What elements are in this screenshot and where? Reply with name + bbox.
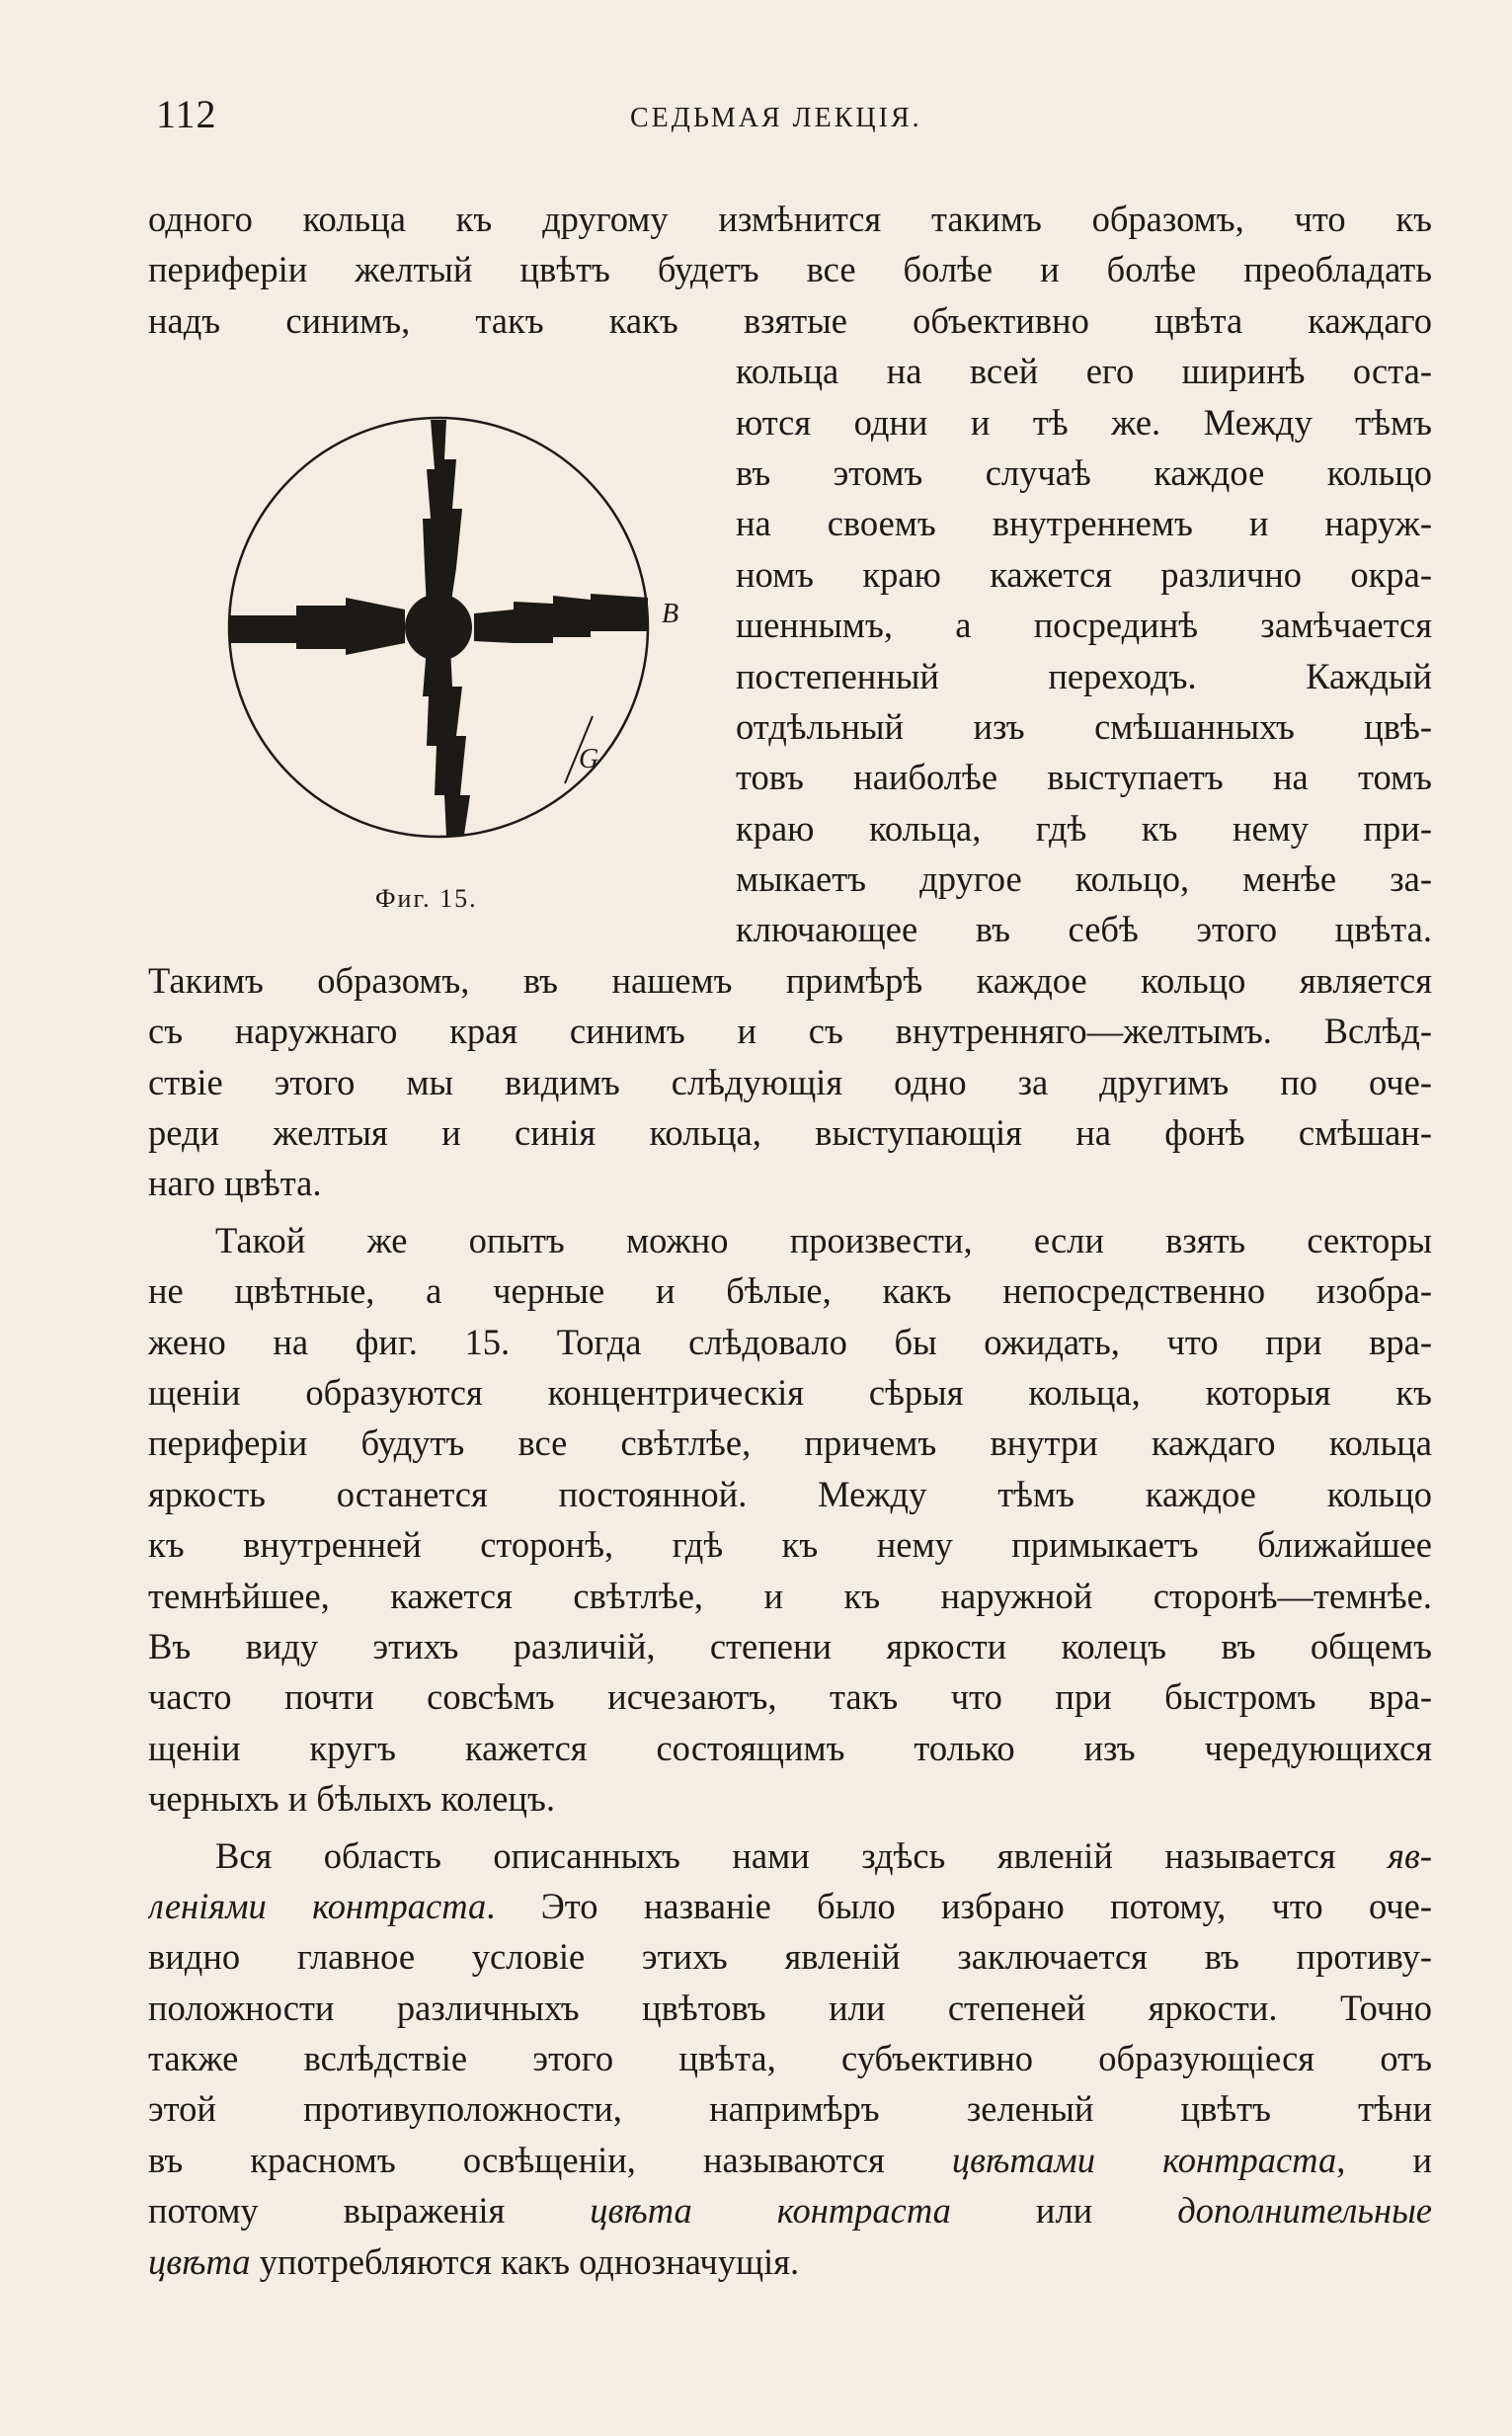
text-line [148, 2185, 1432, 2235]
italic-term: цвѣта [148, 2240, 251, 2282]
text-segment: , и [1336, 2139, 1432, 2180]
text-line: наго цвѣта. [148, 1163, 322, 1204]
text-line: яркость останется постоянной. Между тѣмъ каждое кольцо [148, 1473, 1432, 1514]
running-head [156, 91, 1430, 150]
text-line: этой противуположности, напримѣръ зеленый цвѣтъ тѣни [148, 2088, 1432, 2130]
italic-term: яв- [1388, 1834, 1432, 1876]
text-line: краю кольца, гдѣ къ нему при- [736, 807, 1432, 849]
running-title: СЕДЬМАЯ ЛЕКЦІЯ. [630, 103, 922, 133]
text-segment: или [950, 2190, 1178, 2232]
body-text [148, 194, 1432, 2287]
figure-caption: Фиг. 15. [375, 884, 478, 913]
text-line: шеннымъ, а посрединѣ замѣчается [736, 605, 1432, 646]
text-line: одного кольца къ другому измѣнится такимъ образомъ, что къ [148, 199, 1432, 239]
text-line: ются одни и тѣ же. Между тѣмъ [736, 401, 1432, 443]
text-line [148, 1881, 1432, 1931]
text-line: видно главное условіе этихъ явленій заключается въ противу- [148, 1936, 1432, 1978]
text-line: черныхъ и бѣлыхъ колецъ. [148, 1778, 555, 1820]
text-line: Такимъ образомъ, въ нашемъ примѣрѣ каждое кольцо является [148, 959, 1432, 1001]
text-line: къ внутренней сторонѣ, гдѣ къ нему примыкаетъ ближайшее [148, 1524, 1432, 1566]
text-segment: потому выраженія [148, 2190, 591, 2232]
text-line: въ этомъ случаѣ каждое кольцо [736, 451, 1432, 493]
text-line: кольца на всей его ширинѣ оста- [736, 351, 1432, 392]
text-line: не цвѣтные, а черные и бѣлые, какъ непосредственно изобра- [148, 1270, 1432, 1312]
page-number: 112 [156, 92, 217, 136]
text-line: щеніи кругъ кажется состоящимъ только изъ чередующихся [148, 1727, 1432, 1768]
label-b: B [662, 599, 679, 629]
text-line: периферіи будутъ все свѣтлѣе, причемъ внутри каждаго кольца [148, 1422, 1432, 1464]
text-line: жено на фиг. 15. Тогда слѣдовало бы ожидать, что при вра- [148, 1321, 1432, 1362]
text-line [148, 1830, 1432, 1881]
text-line: часто почти совсѣмъ исчезаютъ, такъ что при быстромъ вра- [148, 1676, 1432, 1718]
text-line: надъ синимъ, такъ какъ взятые объективно цвѣта каждаго [148, 299, 1432, 341]
text-line: Въ виду этихъ различій, степени яркости колецъ въ общемъ [148, 1625, 1432, 1666]
text-line: Такой же опытъ можно произвести, если взять секторы [215, 1219, 1432, 1260]
text-line: товъ наиболѣе выступаетъ на томъ [736, 757, 1432, 798]
text-line: положности различныхъ цвѣтовъ или степеней яркости. Точно [148, 1987, 1432, 2028]
text-line: отдѣльный изъ смѣшанныхъ цвѣ- [736, 705, 1432, 747]
text-line: постепенный переходъ. Каждый [736, 655, 1432, 696]
text-line [148, 2135, 1432, 2185]
text-segment: въ красномъ освѣщеніи, называются [148, 2139, 952, 2180]
text-line: ключающее въ себѣ этого цвѣта. [736, 909, 1432, 950]
italic-term: цвѣтами контраста [951, 2139, 1337, 2180]
text-segment: Вся область описанныхъ нами здѣсь явленій называется [215, 1834, 1389, 1876]
italic-term: дополнительные [1177, 2190, 1432, 2232]
text-line: также вслѣдствіе этого цвѣта, субъективно образующіеся отъ [148, 2038, 1432, 2079]
text-segment: . Это названіе было избрано потому, что оче- [486, 1885, 1432, 1926]
text-line [148, 2236, 1432, 2287]
italic-term: цвѣта контраста [590, 2190, 951, 2232]
text-segment: употребляются какъ однозначущія. [250, 2240, 800, 2282]
text-line: темнѣйшее, кажется свѣтлѣе, и къ наружной сторонѣ—темнѣе. [148, 1575, 1432, 1616]
text-line: номъ краю кажется различно окра- [736, 553, 1432, 595]
text-line: щеніи образуются концентрическія сѣрыя кольца, которыя къ [148, 1371, 1432, 1413]
text-line: мыкаетъ другое кольцо, менѣе за- [736, 858, 1432, 900]
text-line: съ наружнаго края синимъ и съ внутренняго—желтымъ. Вслѣд- [148, 1011, 1432, 1052]
text-line: реди желтыя и синія кольца, выступающія на фонѣ смѣшан- [148, 1112, 1432, 1154]
text-line: периферіи желтый цвѣтъ будетъ все болѣе и болѣе преобладать [148, 249, 1432, 290]
text-line: на своемъ внутреннемъ и наруж- [736, 503, 1432, 544]
label-g: G [579, 744, 599, 774]
text-line: ствіе этого мы видимъ слѣдующія одно за другимъ по оче- [148, 1061, 1432, 1102]
italic-term: леніями контраста [148, 1885, 487, 1926]
